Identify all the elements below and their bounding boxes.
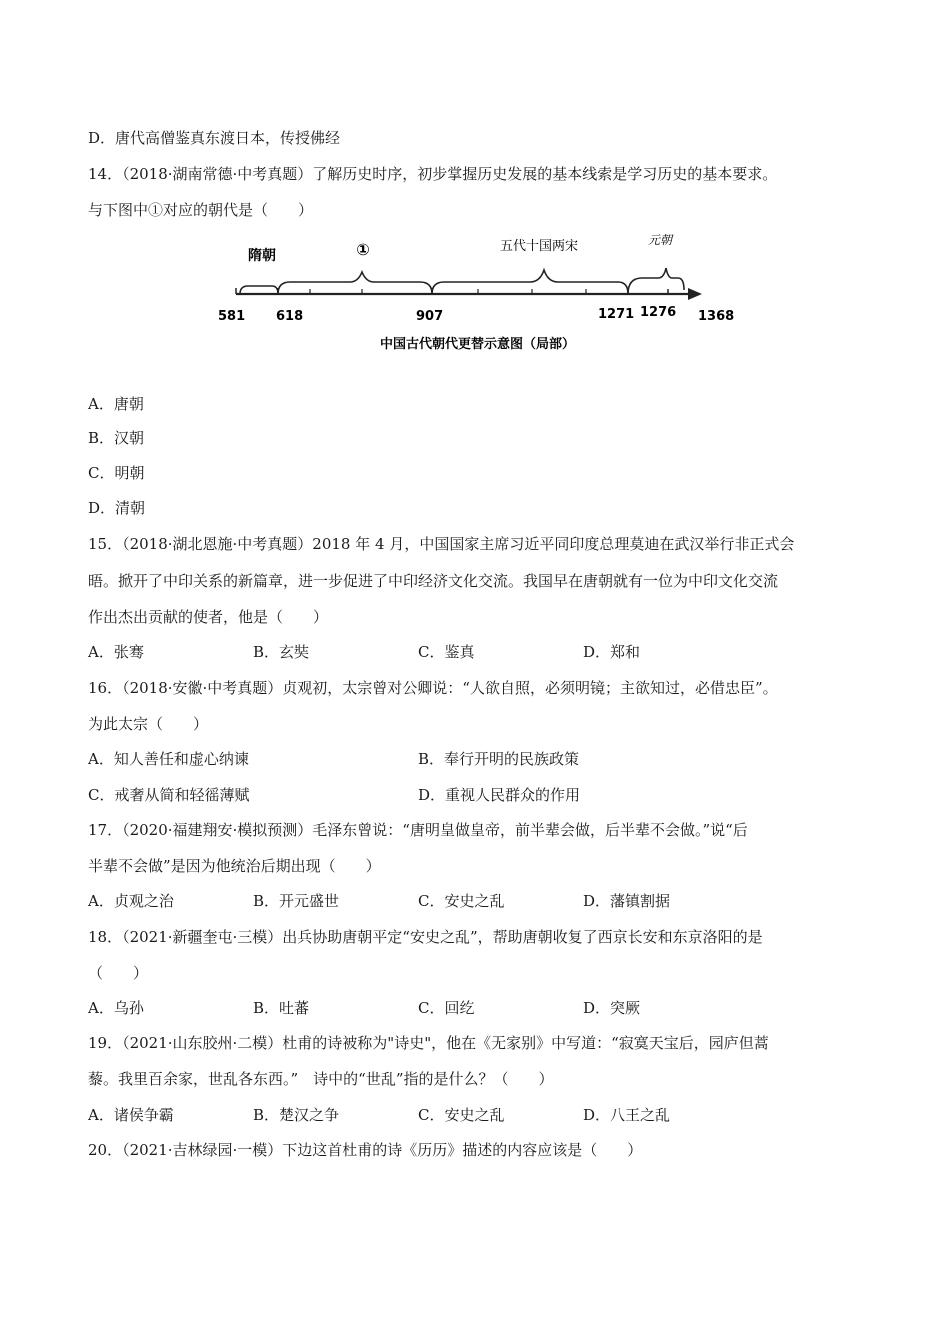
q14-option-d[interactable]: D．清朝 [88,499,146,517]
q14-stem-line1: 14．（2018·湖南常德·中考真题）了解历史时序，初步掌握历史发展的基本线索是学习历史的基本要求。 [88,165,778,183]
q17-stem-line1: 17．（2020·福建翔安·模拟预测）毛泽东曾说：“唐明皇做皇帝，前半辈会做，后半辈不会做。”说“后 [88,821,748,839]
q16-option-a[interactable]: A．知人善任和虚心纳谏 [88,750,249,768]
q18-option-a[interactable]: A．乌孙 [88,999,144,1017]
q15-option-a[interactable]: A．张骞 [88,643,144,661]
bracket-sui [240,286,278,294]
q17-option-d[interactable]: D．藩镇割据 [583,892,671,910]
q19-option-c[interactable]: C．安史之乱 [418,1106,505,1124]
q16-option-c[interactable]: C．戒奢从简和轻徭薄赋 [88,786,250,804]
q17-option-a[interactable]: A．贞观之治 [88,892,174,910]
q15-stem-line3: 作出杰出贡献的使者，他是（ ） [88,608,329,626]
q19-stem-line2: 藜。我里百余家，世乱各东西。” 诗中的“世乱”指的是什么？（ ） [88,1070,554,1088]
q15-stem-line2: 晤。掀开了中印关系的新篇章，进一步促进了中印经济文化交流。我国早在唐朝就有一位为中印文化交流 [88,572,779,590]
q14-option-b[interactable]: B．汉朝 [88,429,145,447]
q14-option-c[interactable]: C．明朝 [88,464,145,482]
q18-stem-line2: （ ） [88,964,149,982]
q19-option-b[interactable]: B．楚汉之争 [253,1106,340,1124]
q18-stem-line1: 18．（2021·新疆奎屯·三模）出兵协助唐朝平定“安史之乱”，帮助唐朝收复了西京长安和东京洛阳的是 [88,928,763,946]
q19-option-d[interactable]: D．八王之乱 [583,1106,671,1124]
q18-option-d[interactable]: D．突厥 [583,999,641,1017]
q16-stem-line2: 为此太宗（ ） [88,715,209,733]
label-circle-1: ① [356,240,370,259]
q16-stem-line1: 16．（2018·安徽·中考真题）贞观初，太宗曾对公卿说：“人欲自照，必须明镜；主欲知过，必借忠臣”。 [88,679,778,697]
bracket-circle-1 [278,272,432,294]
q16-option-b[interactable]: B．奉行开明的民族政策 [418,750,580,768]
label-wudai-song: 五代十国两宋 [500,239,579,254]
year-label: 907 [416,309,444,324]
q16-option-d[interactable]: D．重视人民群众的作用 [418,786,581,804]
q13-option-d: D．唐代高僧鉴真东渡日本，传授佛经 [88,129,341,147]
year-label: 1368 [698,309,735,324]
year-label: 1276 [640,305,677,320]
q19-option-a[interactable]: A．诸侯争霸 [88,1106,174,1124]
q14-option-a[interactable]: A．唐朝 [88,395,144,413]
q15-stem-line1: 15．（2018·湖北恩施·中考真题）2018 年 4 月，中国国家主席习近平同印度总理莫迪在武汉举行非正式会 [88,535,795,553]
q15-option-d[interactable]: D．郑和 [583,643,641,661]
figure-caption: 中国古代朝代更替示意图（局部） [380,337,576,352]
year-label: 581 [218,309,246,324]
q17-option-b[interactable]: B．开元盛世 [253,892,340,910]
q18-option-c[interactable]: C．回纥 [418,999,475,1017]
label-sui: 隋朝 [248,248,276,264]
q14-stem-line2: 与下图中①对应的朝代是（ ） [88,201,314,219]
timeline-arrowhead [688,288,702,300]
year-label: 618 [276,309,304,324]
q17-option-c[interactable]: C．安史之乱 [418,892,505,910]
q15-option-b[interactable]: B．玄奘 [253,643,310,661]
year-label: 1271 [598,307,635,322]
label-yuan: 元朝 [648,233,673,247]
q17-stem-line2: 半辈不会做”是因为他统治后期出现（ ） [88,857,381,875]
dynasty-timeline-figure [210,232,750,362]
bracket-wudai-song [432,270,628,294]
q20-stem-line1: 20．（2021·吉林绿园·一模）下边这首杜甫的诗《历历》描述的内容应该是（ ） [88,1141,643,1159]
q18-option-b[interactable]: B．吐蕃 [253,999,310,1017]
bracket-yuan [628,268,684,294]
q15-option-c[interactable]: C．鉴真 [418,643,475,661]
q19-stem-line1: 19．（2021·山东胶州·二模）杜甫的诗被称为"诗史"，他在《无家别》中写道：“寂寞天宝后，园庐但蒿 [88,1034,769,1052]
